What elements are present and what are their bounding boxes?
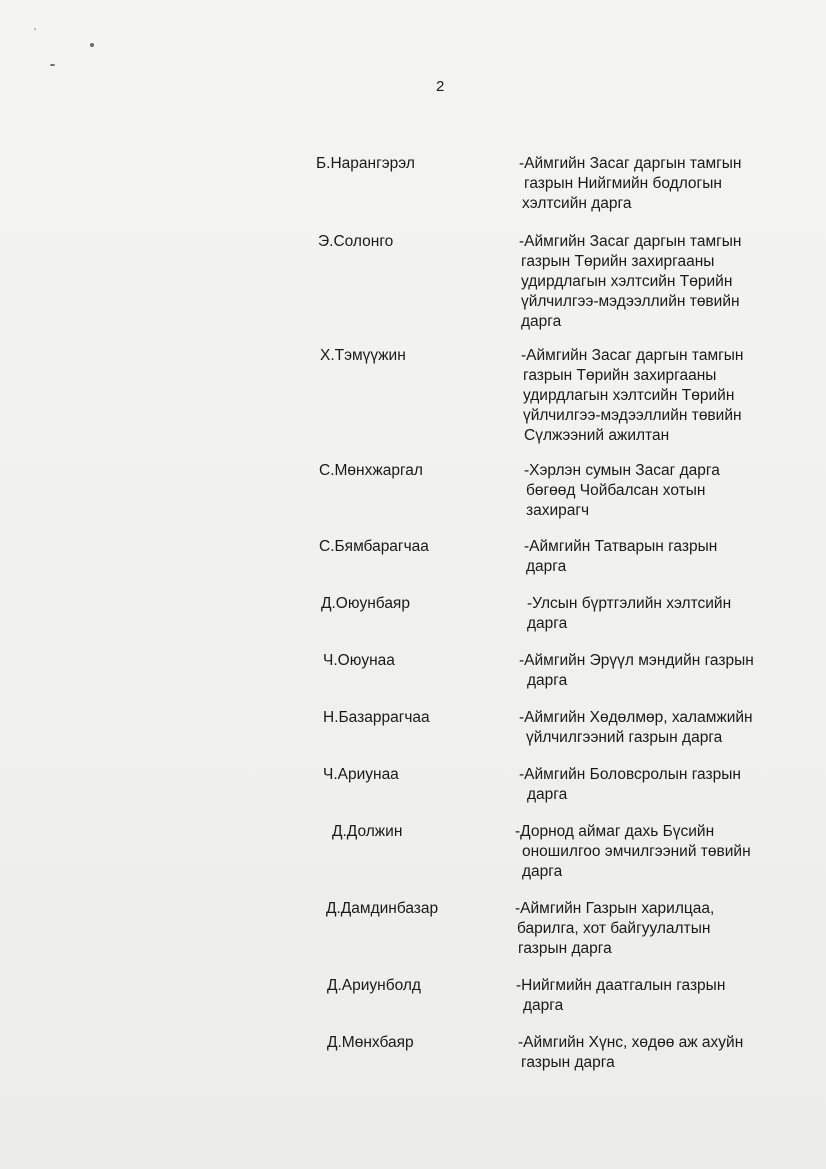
person-name: Д.Дамдинбазар: [326, 900, 439, 917]
job-title: [524, 537, 794, 577]
job-title: [527, 594, 797, 634]
job-title-line: дарга: [523, 997, 564, 1014]
person-name: Ч.Оюунаа: [323, 652, 395, 669]
job-title-line: дарга: [527, 786, 568, 803]
job-title: [516, 976, 786, 1016]
person-name: Д.Мөнхбаяр: [327, 1034, 414, 1051]
job-title-line: оношилгоо эмчилгээний төвийн: [522, 843, 751, 860]
job-title-line: барилга, хот байгуулалтын: [517, 920, 711, 937]
job-title-line: дарга: [527, 672, 568, 689]
job-title-line: газрын Нийгмийн бодлогын: [524, 175, 722, 192]
job-title-line: газрын дарга: [518, 940, 612, 957]
job-title: [519, 708, 789, 748]
job-title-line: -Аймгийн Газрын харилцаа,: [515, 900, 715, 917]
person-name: С.Мөнхжаргал: [319, 462, 423, 479]
job-title-line: -Улсын бүртгэлийн хэлтсийн: [527, 595, 732, 612]
job-title-line: удирдлагын хэлтсийн Төрийн: [521, 273, 733, 290]
job-title-line: -Хэрлэн сумын Засаг дарга: [524, 462, 720, 479]
job-title-line: -Аймгийн Хүнс, хөдөө аж ахуйн: [518, 1034, 744, 1051]
job-title: [524, 461, 794, 521]
job-title-line: бөгөөд Чойбалсан хотын: [526, 482, 706, 499]
person-name: Д.Должин: [332, 823, 403, 840]
job-title-line: хэлтсийн дарга: [522, 195, 632, 212]
job-title-line: -Аймгийн Хөдөлмөр, халамжийн: [519, 709, 753, 726]
job-title-line: -Аймгийн Эрүүл мэндийн газрын: [519, 652, 754, 669]
person-name: Д.Ариунболд: [327, 977, 421, 994]
scan-speck: [50, 64, 55, 66]
person-name: Н.Базаррагчаа: [323, 709, 430, 726]
job-title: [515, 822, 785, 882]
person-name: Ч.Ариунаа: [323, 766, 399, 783]
person-name: Х.Тэмүүжин: [320, 347, 406, 364]
job-title-line: газрын дарга: [521, 1054, 615, 1071]
person-name: Б.Нарангэрэл: [316, 155, 415, 172]
job-title: [519, 232, 789, 332]
job-title-line: үйлчилгээ-мэдээллийн төвийн: [523, 407, 742, 424]
job-title-line: дарга: [521, 313, 562, 330]
job-title-line: дарга: [526, 558, 567, 575]
job-title: [519, 651, 789, 691]
job-title-line: -Нийгмийн даатгалын газрын: [516, 977, 726, 994]
job-title-line: -Аймгийн Засаг даргын тамгын: [519, 233, 742, 250]
job-title-line: газрын Төрийн захиргааны: [523, 367, 717, 384]
job-title-line: -Дорнод аймаг дахь Бүсийн: [515, 823, 715, 840]
job-title-line: үйлчилгээний газрын дарга: [526, 729, 723, 746]
job-title-line: -Аймгийн Засаг даргын тамгын: [521, 347, 744, 364]
scan-speck: [90, 43, 94, 47]
job-title-line: Сүлжээний ажилтан: [524, 427, 670, 444]
job-title-line: -Аймгийн Засаг даргын тамгын: [519, 155, 742, 172]
job-title: [515, 899, 785, 959]
job-title-line: -Аймгийн Боловсролын газрын: [519, 766, 741, 783]
job-title-line: удирдлагын хэлтсийн Төрийн: [523, 387, 735, 404]
person-name: Э.Солонго: [318, 233, 394, 250]
job-title: [521, 346, 791, 446]
person-name: Д.Оюунбаяр: [321, 595, 410, 612]
job-title-line: үйлчилгээ-мэдээллийн төвийн: [521, 293, 740, 310]
person-name: С.Бямбарагчаа: [319, 538, 429, 555]
job-title-line: дарга: [527, 615, 568, 632]
job-title: [519, 154, 789, 214]
job-title-line: дарга: [522, 863, 563, 880]
job-title: [519, 765, 789, 805]
job-title-line: газрын Төрийн захиргааны: [521, 253, 715, 270]
page-number: 2: [436, 78, 445, 95]
job-title: [518, 1033, 788, 1073]
scan-speck: [34, 28, 36, 30]
job-title-line: -Аймгийн Татварын газрын: [524, 538, 718, 555]
job-title-line: захирагч: [526, 502, 590, 519]
